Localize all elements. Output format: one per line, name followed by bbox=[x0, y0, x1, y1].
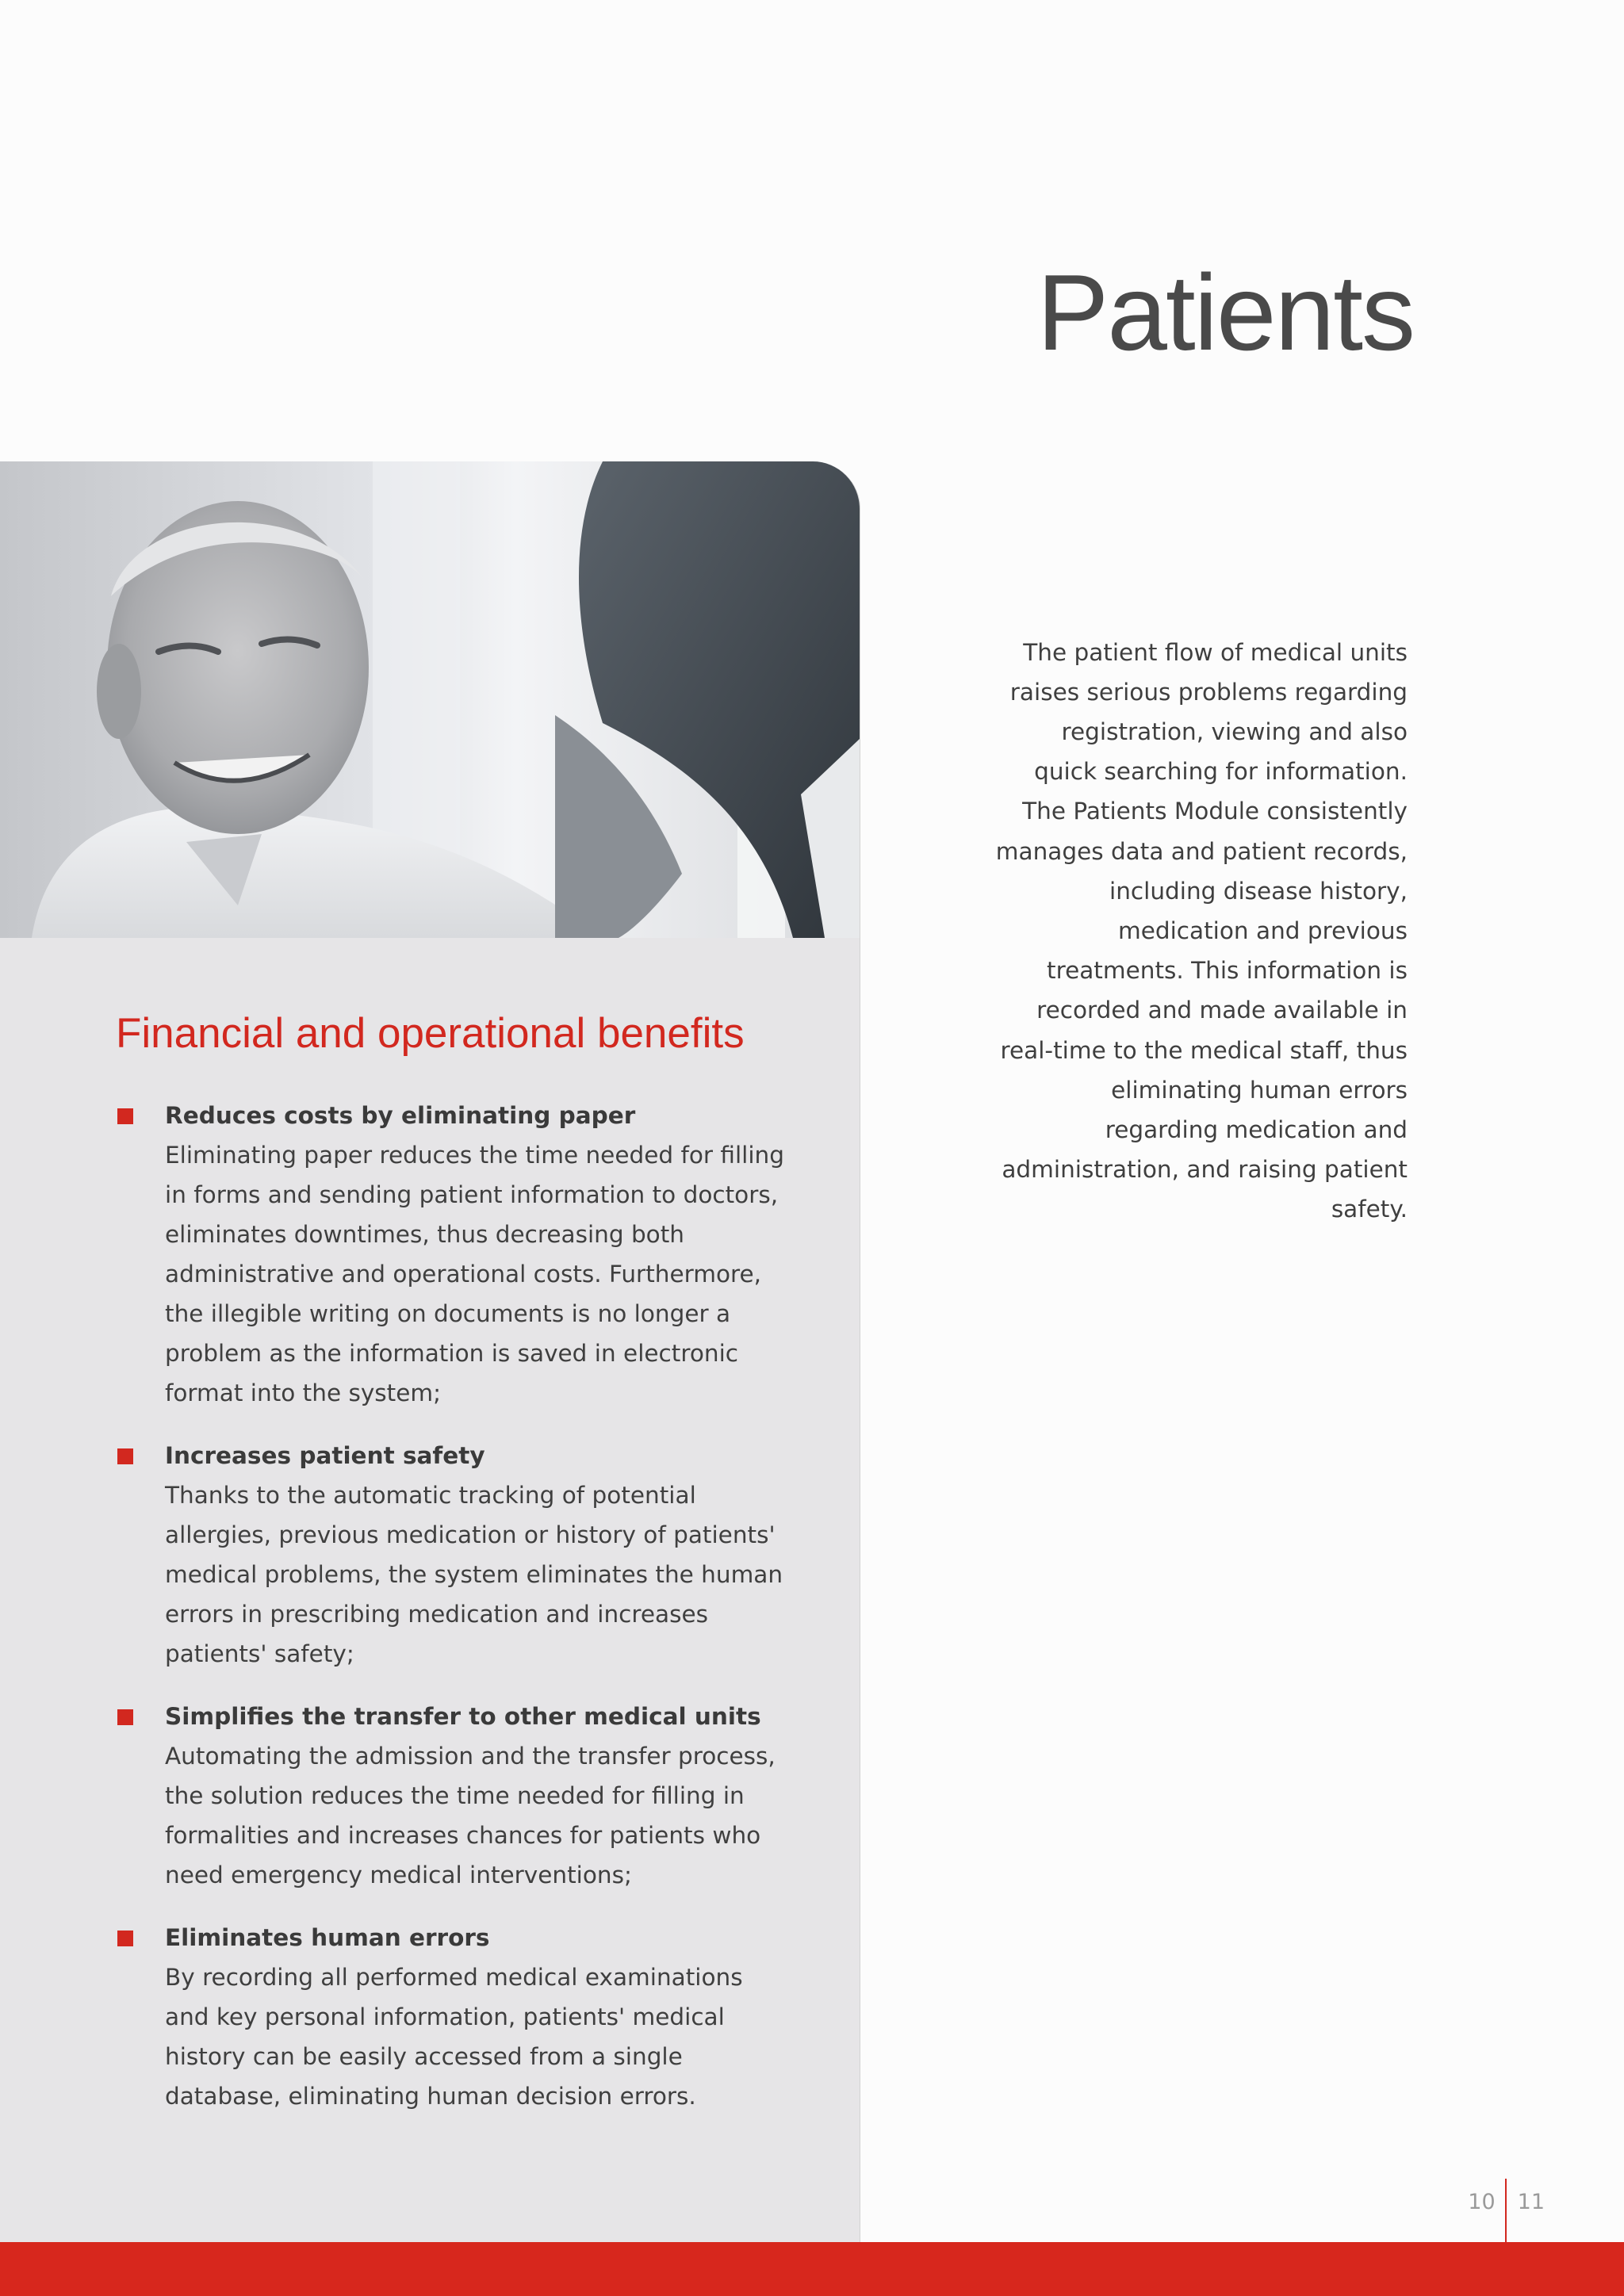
benefits-list bbox=[116, 1096, 790, 2139]
doctor-patient-photo bbox=[0, 461, 860, 938]
list-item bbox=[116, 1918, 790, 2116]
benefit-heading: Simplifies the transfer to other medical units bbox=[165, 1703, 761, 1730]
footer-bar bbox=[0, 2242, 1624, 2296]
benefit-heading: Eliminates human errors bbox=[165, 1924, 490, 1951]
list-item bbox=[116, 1436, 790, 1674]
page-numbers bbox=[1468, 2179, 1545, 2242]
page-number-right: 11 bbox=[1517, 2190, 1545, 2214]
benefit-text: By recording all performed medical examinations and key personal information, patients' medical history can be easily accessed from a single database, eliminating human decision errors. bbox=[165, 1964, 743, 2110]
list-item bbox=[116, 1697, 790, 1895]
list-item bbox=[116, 1096, 790, 1413]
square-bullet-icon bbox=[117, 1448, 133, 1464]
square-bullet-icon bbox=[117, 1709, 133, 1725]
square-bullet-icon bbox=[117, 1108, 133, 1124]
benefit-heading: Reduces costs by eliminating paper bbox=[165, 1102, 636, 1129]
benefit-heading: Increases patient safety bbox=[165, 1442, 485, 1469]
intro-paragraph: The patient flow of medical units raises serious problems regarding registration, viewing and also quick searching for information. The Patients Module consistently manages data and patient records, including disease history, medication and previous treatments. This information is recorded and made available in real-time to the medical staff, thus eliminating human errors regarding medication and administration, and raising patient safety. bbox=[995, 638, 1408, 1223]
benefits-title: Financial and operational benefits bbox=[116, 1010, 745, 1057]
benefit-text: Thanks to the automatic tracking of potential allergies, previous medication or history of patients' medical problems, the system eliminates the human errors in prescribing medication and increases patients' safety; bbox=[165, 1482, 783, 1667]
page-number-left: 10 bbox=[1468, 2190, 1496, 2214]
square-bullet-icon bbox=[117, 1931, 133, 1946]
benefit-text: Eliminating paper reduces the time needed for filling in forms and sending patient information to doctors, eliminates downtimes, thus decreasing both administrative and operational costs. Furthermore, the illegible writing on documents is no longer a problem as the information is saved in electronic format into the system; bbox=[165, 1142, 784, 1406]
page-title: Patients bbox=[1036, 252, 1414, 373]
benefit-text: Automating the admission and the transfer process, the solution reduces the time needed for filling in formalities and increases chances for patients who need emergency medical interventions; bbox=[165, 1743, 776, 1888]
